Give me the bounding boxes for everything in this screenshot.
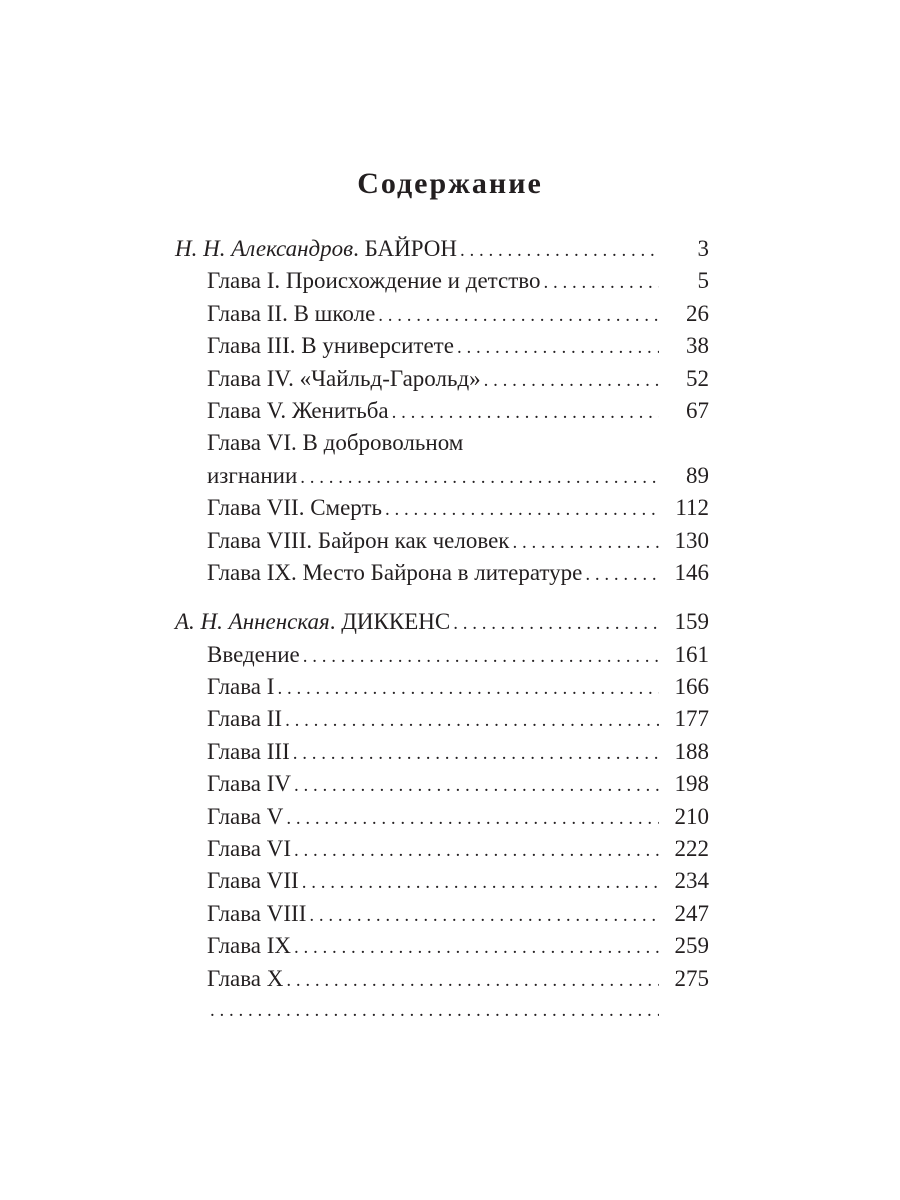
entry-label: Глава VIII. Байрон как человек: [207, 527, 510, 553]
entry-label: Глава III. В университете: [207, 333, 454, 359]
entry-label-continuation: изгнании: [207, 462, 298, 488]
dot-leader: [286, 803, 659, 835]
page-number: 130: [674, 527, 709, 553]
toc-section-heading: Н. Н. Александров. БАЙРОН . . . 3: [175, 233, 709, 265]
entry-label: Глава IX: [207, 933, 292, 959]
page-number: 159: [674, 609, 709, 635]
dot-leader: [392, 397, 659, 429]
page-number: 210: [674, 803, 709, 829]
entry-label: Глава IX. Место Байрона в литературе: [207, 559, 583, 585]
dot-leader: [303, 641, 659, 673]
toc-entry: [175, 801, 709, 833]
dot-leader: [453, 608, 659, 640]
dot-leader: [309, 900, 659, 932]
page-number: 3: [697, 236, 709, 261]
toc-entry: [175, 865, 709, 897]
entry-label: Глава VII: [207, 868, 299, 894]
toc-entry-continuation: [175, 460, 709, 492]
toc-entry: [175, 768, 709, 800]
toc-entry: [175, 963, 709, 995]
dot-leader: [385, 494, 659, 526]
entry-label: Глава VI. В добровольном: [207, 430, 464, 456]
toc-entry: [175, 525, 709, 557]
entry-label: Глава V. Женитьба: [207, 397, 389, 423]
entry-label: Глава VIII: [207, 900, 307, 926]
toc-entry: [175, 703, 709, 735]
page-number: 26: [686, 300, 709, 326]
page-number: 89: [686, 462, 709, 488]
work-title: ДИККЕНС: [341, 609, 451, 635]
toc-entry: [175, 671, 709, 703]
dot-leader: [457, 332, 659, 364]
toc-entry: [175, 639, 709, 671]
page-number: 247: [674, 900, 709, 926]
entry-label: Глава I. Происхождение и детство: [207, 268, 541, 294]
dot-leader: [210, 995, 659, 1027]
toc-entry: [175, 930, 709, 962]
page-number: 259: [674, 933, 709, 959]
dot-leader: [585, 559, 659, 591]
toc-entry: [175, 833, 709, 865]
toc-entry: [175, 898, 709, 930]
entry-label: Глава VII. Смерть: [207, 495, 383, 521]
entry-label: Введение: [207, 641, 300, 667]
toc-section-byron: [175, 233, 709, 589]
toc-entry: [175, 492, 709, 524]
entry-label: Глава V: [207, 803, 284, 829]
page-title: Содержание: [357, 167, 543, 200]
dot-leader: [543, 267, 659, 299]
dot-leader: [484, 365, 659, 397]
entry-label: Глава III: [207, 738, 290, 764]
toc-entry: [175, 363, 709, 395]
toc-entry: [175, 330, 709, 362]
page-number: 5: [697, 268, 709, 294]
entry-label: Глава IV. «Чайльд-Гарольд»: [207, 365, 481, 391]
table-of-contents: [175, 233, 709, 1027]
entry-label: Глава II: [207, 706, 283, 732]
page-number: 188: [674, 738, 709, 764]
dot-leader: [294, 835, 659, 867]
entry-label: Глава X: [207, 965, 284, 991]
dot-leader: [277, 673, 659, 705]
page-number: 177: [674, 706, 709, 732]
page-number: 161: [674, 641, 709, 667]
work-title: БАЙРОН: [364, 236, 458, 261]
toc-section-dickens: [175, 606, 709, 1027]
toc-entry: [175, 557, 709, 589]
toc-entry-first-line: [175, 427, 709, 459]
dot-leader: [285, 705, 659, 737]
toc-entry: [175, 995, 709, 1027]
toc-entry: [175, 265, 709, 297]
page-number: 38: [686, 333, 709, 359]
dot-leader: [302, 867, 659, 899]
page-number: 234: [674, 868, 709, 894]
page-number: 52: [686, 365, 709, 391]
author-name: А. Н. Анненская: [175, 609, 330, 635]
dot-leader: [300, 462, 659, 494]
page-number: 146: [674, 559, 709, 585]
dot-leader: [460, 235, 659, 267]
page-number: 166: [674, 674, 709, 700]
page-number: 275: [674, 965, 709, 991]
dot-leader: [294, 770, 659, 802]
dot-leader: [293, 738, 659, 770]
entry-label: Глава IV: [207, 771, 292, 797]
toc-entry: [175, 395, 709, 427]
toc-entry: [175, 298, 709, 330]
page-number: 112: [675, 495, 709, 521]
page-number: 198: [674, 771, 709, 797]
entry-label: Глава VI: [207, 836, 292, 862]
toc-entry: [175, 736, 709, 768]
page-number: 67: [686, 397, 709, 423]
entry-label: Глава I: [207, 674, 275, 700]
author-name: Н. Н. Александров: [175, 236, 354, 261]
toc-section-heading: А. Н. Анненская. ДИККЕНС . . . 159: [175, 606, 709, 638]
page-number: 222: [674, 836, 709, 862]
entry-label: Глава II. В школе: [207, 300, 376, 326]
dot-leader: [512, 527, 659, 559]
dot-leader: [378, 300, 659, 332]
dot-leader: [286, 965, 659, 997]
dot-leader: [294, 932, 659, 964]
